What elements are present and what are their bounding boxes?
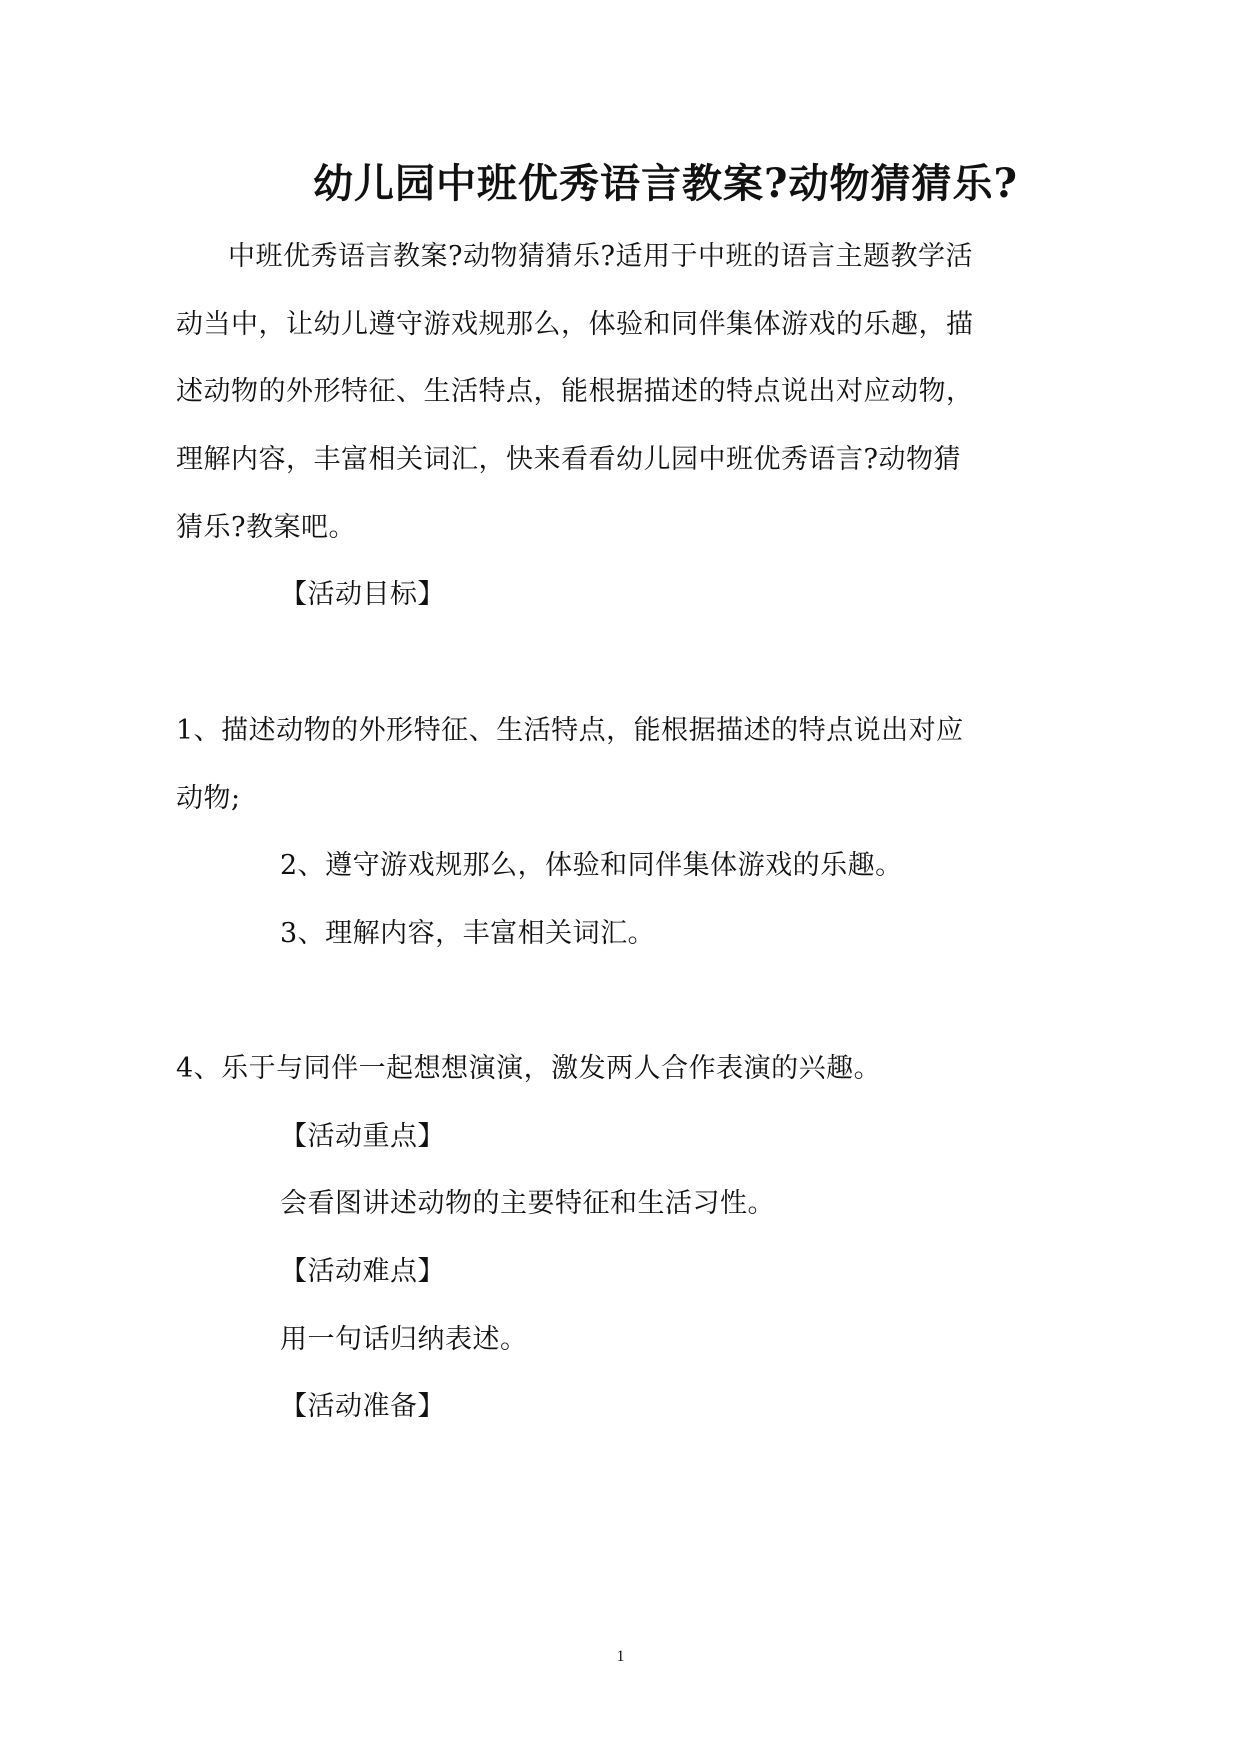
intro-line-5: 猜乐?教案吧。 <box>176 512 356 543</box>
document-title: 幼儿园中班优秀语言教案?动物猜猜乐? <box>313 160 1018 207</box>
goal-1-line-1: 1、描述动物的外形特征、生活特点，能根据描述的特点说出对应 <box>176 715 964 746</box>
page-number: 1 <box>616 1648 625 1665</box>
intro-line-3: 述动物的外形特征、生活特点，能根据描述的特点说出对应动物， <box>176 376 974 407</box>
section-heading-difficulty: 【活动难点】 <box>280 1256 445 1287</box>
intro-line-1: 中班优秀语言教案?动物猜猜乐?适用于中班的语言主题教学活 <box>228 241 973 272</box>
goal-1-line-2: 动物; <box>176 783 241 814</box>
goal-3: 3、理解内容，丰富相关词汇。 <box>280 918 656 949</box>
intro-line-4: 理解内容，丰富相关词汇，快来看看幼儿园中班优秀语言?动物猜 <box>176 444 961 475</box>
goal-4: 4、乐于与同伴一起想想演演，激发两人合作表演的兴趣。 <box>176 1053 882 1084</box>
section-heading-preparation: 【活动准备】 <box>280 1391 445 1422</box>
goal-2: 2、遵守游戏规那么，体验和同伴集体游戏的乐趣。 <box>280 850 903 881</box>
difficulty-text: 用一句话归纳表述。 <box>280 1324 528 1355</box>
key-text: 会看图讲述动物的主要特征和生活习性。 <box>280 1188 775 1219</box>
intro-line-2: 动当中，让幼儿遵守游戏规那么，体验和同伴集体游戏的乐趣，描 <box>176 309 974 340</box>
section-heading-goals: 【活动目标】 <box>280 579 445 610</box>
section-heading-key: 【活动重点】 <box>280 1121 445 1152</box>
